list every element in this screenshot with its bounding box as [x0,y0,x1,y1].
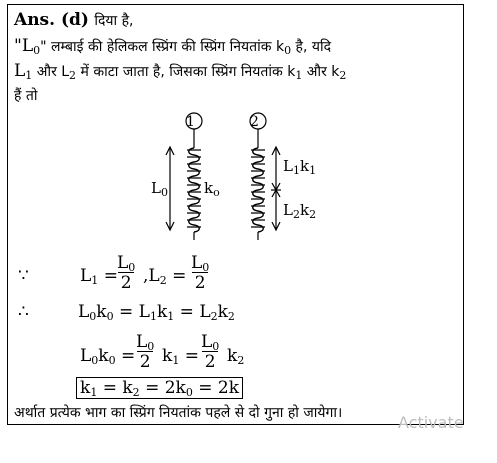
spring-2-number: 2 [250,114,259,130]
given-text: दिया है, [94,13,134,29]
eq3-frac-1: $L_0$ 2 [136,332,155,372]
statement-text-2a: और L [32,64,70,80]
spring-1-number: 1 [186,114,195,130]
eq3-lhs: $L_0k_0$ = [80,346,136,367]
label-k0: $k_o$ [204,179,220,199]
because-symbol: ∵ [18,266,29,286]
statement-text-2b: में काटा जाता है, जिसका स्प्रिंग नियतांक k [76,64,296,80]
eq1-l2: $,L_2$ = [143,266,187,287]
eq3-k2: $k_2$ [227,346,245,367]
eq1-frac-2: $L_0$ 2 [191,253,210,293]
l1-symbol: L [14,61,26,81]
statement-line-1: "$L_0$" लम्बाई की हेलिकल स्प्रिंग की स्प्रिंग नियतांक $k_0$ है, यदि [14,36,332,57]
label-l0: $L_0$ [151,179,168,199]
eq1-l1: $L_1$ = [80,266,118,287]
spring-2 [250,113,281,240]
statement-text-1: " लम्बाई की हेलिकल स्प्रिंग की स्प्रिंग नियतांक k [40,39,285,55]
eq1-frac-1: $L_0$ 2 [117,253,136,293]
statement-text-2c: और k [302,64,340,80]
eq3-frac-2: $L_0$ 2 [201,332,220,372]
answer-prefix: Ans. (d) [14,10,89,30]
statement-line-3: हैं तो [14,88,38,104]
conclusion-text: अर्थात प्रत्येक भाग का स्प्रिंग नियतांक पहले से दो गुना हो जायेगा। [14,405,343,421]
label-l1k1: $L_1k_1$ [283,157,317,177]
eq3-k1: $k_1$ = [162,346,199,367]
activate-watermark: Activate [398,413,464,432]
spring-1 [166,113,202,240]
statement-tail-1: है, यदि [291,39,332,55]
therefore-symbol: ∴ [18,302,29,322]
statement-line-2: $L_1$ और $L_2$ में काटा जाता है, जिसका स्प्रिंग नियतांक $k_1$ और $k_2$ [14,61,347,82]
boxed-result: $k_1 = k_2 = 2k_0 = 2k$ [76,377,243,399]
label-l2k2: $L_2k_2$ [283,201,317,221]
quote-open: "L [14,36,34,56]
eq2: $L_0k_0 = L_1k_1 = L_2k_2$ [78,302,235,323]
